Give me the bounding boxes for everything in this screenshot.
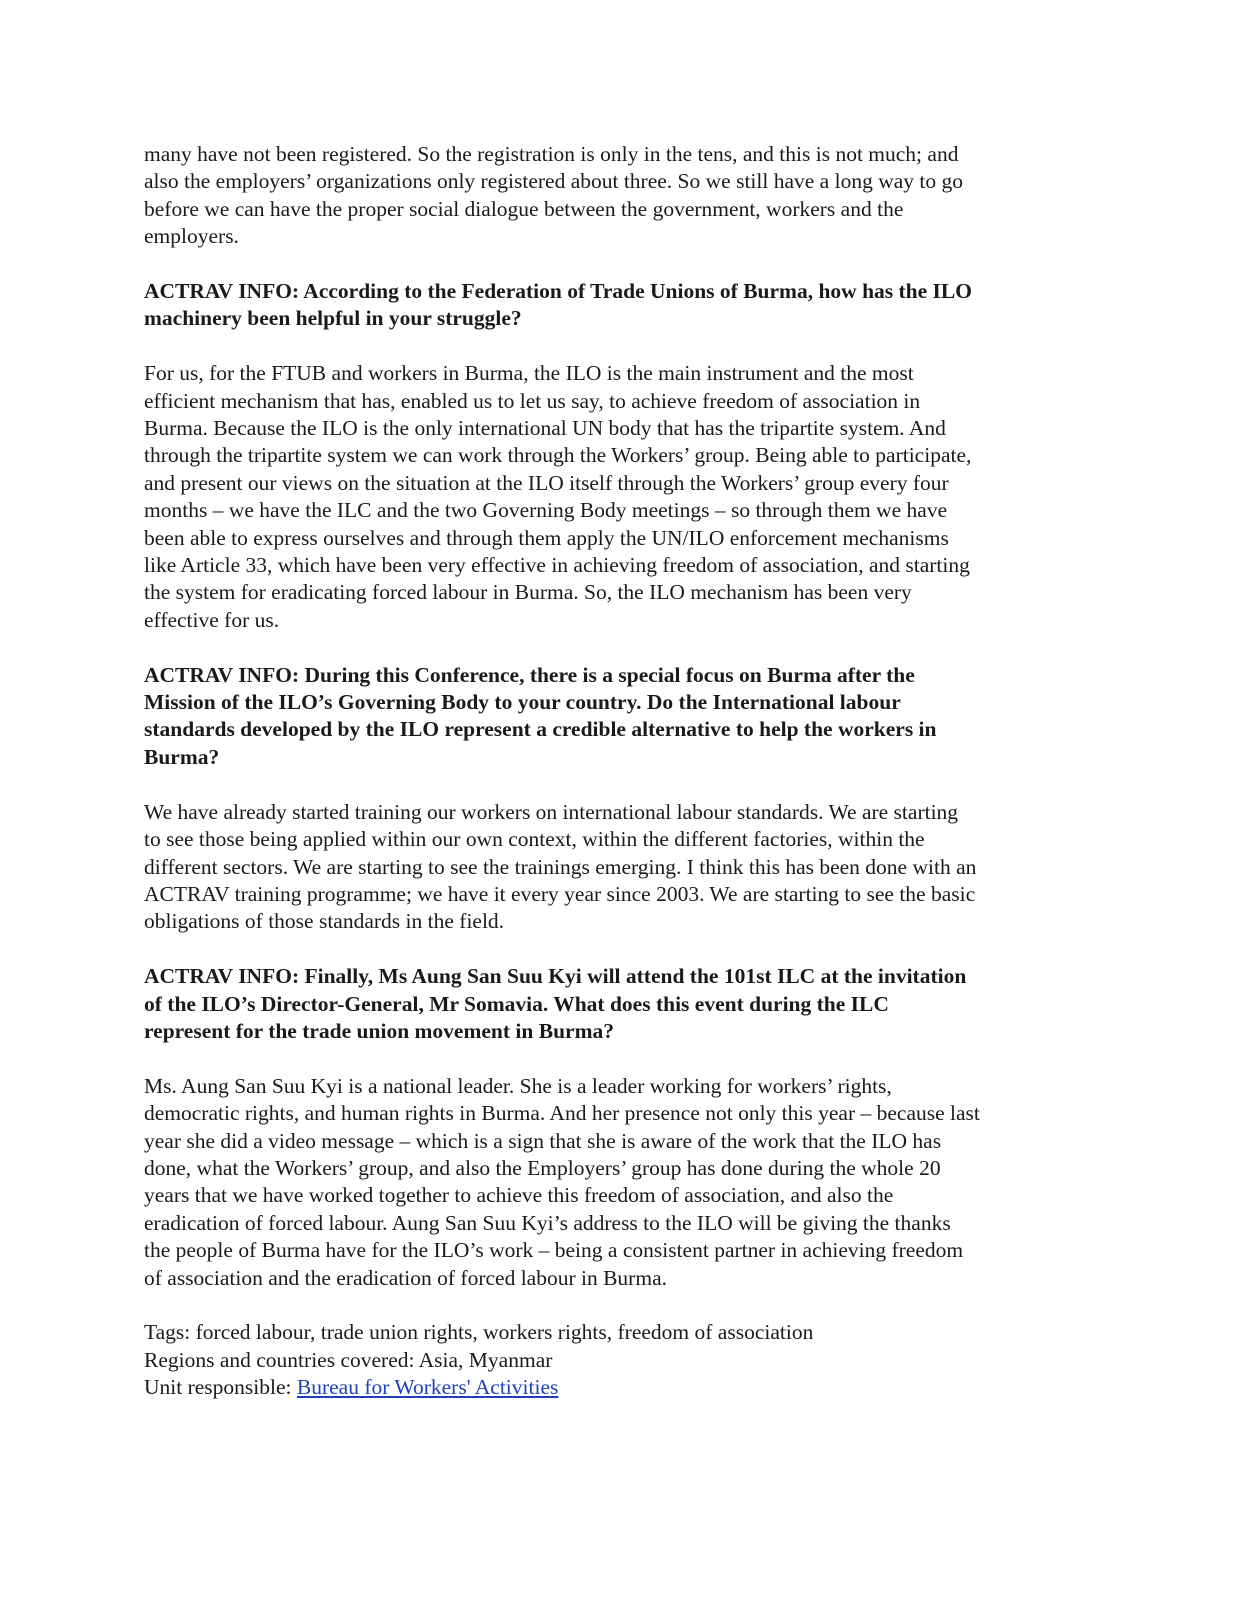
question-ilo-machinery: ACTRAV INFO: According to the Federation of Trade Unions of Burma, how has the ILO machinery been helpful in your struggle? (144, 279, 972, 331)
paragraph-registration: many have not been registered. So the registration is only in the tens, and this is not much; and also the employers’ organizations only registered about three. So we still have a long way to go before we can have the proper social dialogue between the government, workers and the employers. (144, 142, 963, 249)
regions-line: Regions and countries covered: Asia, Myanmar (144, 1347, 553, 1372)
answer-ilo-machinery: For us, for the FTUB and workers in Burma, the ILO is the main instrument and the most efficient mechanism that has, enabled us to let us say, to achieve freedom of association in Burma. Because the ILO is the only international UN body that has the tripartite system. And through the tripartite system we can work through the Workers’ group. Being able to participate, and present our views on the situation at the ILO itself through the Workers’ group every four months – we have the ILC and the two Governing Body meetings – so through them we have been able to express ourselves and through them apply the UN/ILO enforcement mechanisms like Article 33, which have been very effective in achieving freedom of association, and starting the system for eradicating forced labour in Burma. So, the ILO mechanism has been very effective for us. (144, 361, 972, 632)
answer-aung-san-suu-kyi: Ms. Aung San Suu Kyi is a national leader. She is a leader working for workers’ rights, democratic rights, and human rights in Burma. And her presence not only this year – because last year she did a video message – which is a sign that she is aware of the work that the ILO has done, what the Workers’ group, and also the Employers’ group has done during the whole 20 years that we have worked together to achieve this freedom of association, and also the eradication of forced labour. Aung San Suu Kyi’s address to the ILO will be giving the thanks the people of Burma have for the ILO’s work – being a consistent partner in achieving freedom of association and the eradication of forced labour in Burma. (144, 1073, 980, 1290)
document-body (144, 141, 1084, 1402)
bureau-workers-activities-link[interactable]: Bureau for Workers' Activities (296, 1375, 559, 1400)
unit-responsible-label: Unit responsible: (144, 1375, 297, 1400)
question-aung-san-suu-kyi: ACTRAV INFO: Finally, Ms Aung San Suu Kyi will attend the 101st ILC at the invitation of the ILO’s Director-General, Mr Somavia. What does this event during the ILC represent for the trade union movement in Burma? (144, 964, 967, 1043)
question-labour-standards: ACTRAV INFO: During this Conference, there is a special focus on Burma after the Mission of the ILO’s Governing Body to your country. Do the International labour standards developed by the ILO represent a credible alternative to help the workers in Burma? (144, 662, 937, 769)
answer-labour-standards: We have already started training our workers on international labour standards. We are starting to see those being applied within our own context, within the different factories, within the different sectors. We are starting to see the trainings emerging. I think this has been done with an ACTRAV training programme; we have it every year since 2003. We are starting to see the basic obligations of those standards in the field. (144, 799, 977, 934)
tags-line: Tags: forced labour, trade union rights, workers rights, freedom of association (144, 1320, 814, 1345)
unit-responsible-line (144, 1374, 1084, 1401)
article-metadata (144, 1319, 1084, 1401)
